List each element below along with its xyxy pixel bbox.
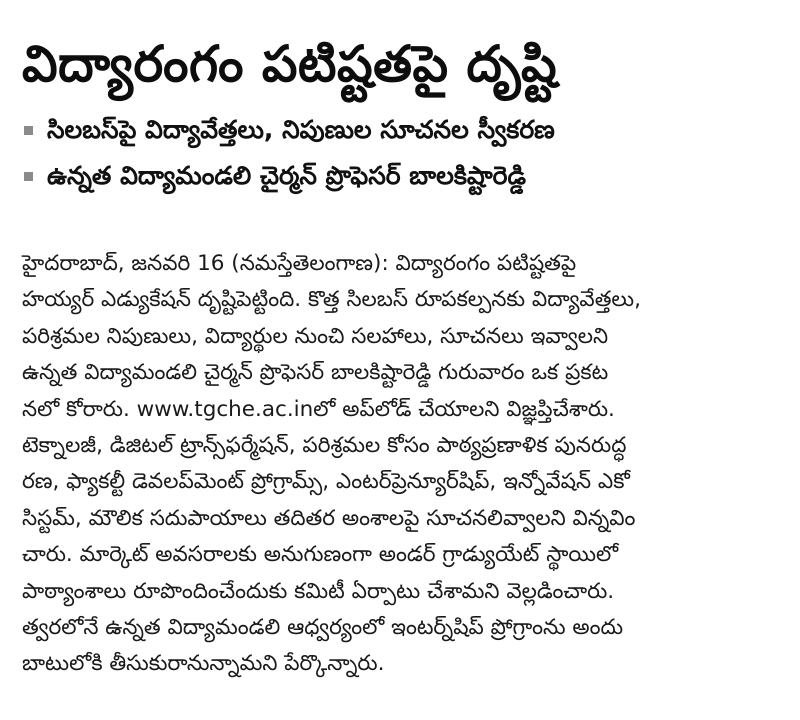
body-line: హైదరాబాద్‌, జనవరి 16 (నమస్తేతెలంగాణ): విద్యారంగం పటిష్టతపై: [22, 251, 577, 276]
subheadings: [22, 108, 778, 198]
body-line: ఉన్నత విద్యామండలి చైర్మన్‌ ప్రొఫెసర్‌ బాలకిష్టారెడ్డి గురువారం ఒక ప్రకట: [22, 360, 609, 386]
subheading-text: సిలబస్‌పై విద్యావేత్తలు, నిపుణుల సూచనల స్వీకరణ: [47, 115, 555, 144]
body-line: త్వరలోనే ఉన్నత విద్యామండలి ఆధ్వర్యంలో ఇంటర్న్‌షిప్‌ ప్రోగ్రాంను అందు: [22, 614, 624, 640]
body-line: పాఠ్యాంశాలు రూపొందించేందుకు కమిటీ ఏర్పాటు చేశామని వెల్లడించారు.: [22, 578, 615, 604]
headline: విద్యారంగం పటిష్టతపై దృష్టి: [22, 35, 558, 93]
body-line: నలో కోరారు. www.tgche.ac.inలో అప్‌లోడ్‌ చేయాలని విజ్ఞప్తిచేశారు.: [22, 396, 615, 422]
body-line: హయ్యర్‌ ఎడ్యుకేషన్‌ దృష్టిపెట్టింది. కొత్త సిలబస్‌ రూపకల్పనకు విద్యావేత్తలు,: [22, 287, 641, 313]
subheading-text: ఉన్నత విద్యామండలి చైర్మన్‌ ప్రొఫెసర్‌ బాలకిష్టారెడ్డి: [47, 161, 526, 190]
subheading-1: [22, 108, 778, 152]
square-bullet-icon: [24, 126, 33, 135]
body-line: సిస్టమ్‌, మౌలిక సదుపాయాలు తదితర అంశాలపై సూచనలివ్వాలని విన్నవిం: [22, 505, 636, 531]
body-line: పరిశ్రమల నిపుణులు, విద్యార్థుల నుంచి సలహాలు, సూచనలు ఇవ్వాలని: [22, 323, 609, 349]
body-line: బాటులోకి తీసుకురానున్నామని పేర్కొన్నారు.: [22, 651, 385, 677]
body-line: రణ, ఫ్యాకల్టీ డెవలప్‌మెంట్‌ ప్రోగ్రామ్స్‌, ఎంటర్‌ప్రెన్యూర్‌షిప్‌, ఇన్నోవేషన్‌ ఎకో: [22, 469, 630, 495]
body-line: చారు. మార్కెట్‌ అవసరాలకు అనుగుణంగా అండర్‌ గ్రాడ్యుయేట్‌ స్థాయిలో: [22, 542, 619, 568]
body-line: టెక్నాలజీ, డిజిటల్‌ ట్రాన్స్‌ఫర్మేషన్‌, పరిశ్రమల కోసం పాఠ్యప్రణాళిక పునరుద్ధ: [22, 432, 627, 458]
square-bullet-icon: [24, 172, 33, 181]
subheading-2: [22, 154, 778, 198]
article-body: [22, 246, 752, 683]
